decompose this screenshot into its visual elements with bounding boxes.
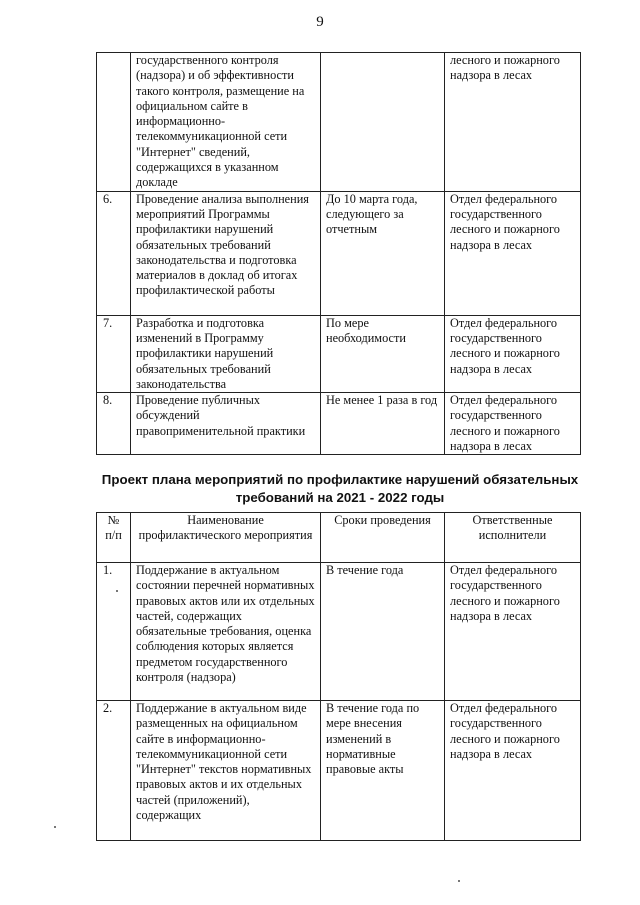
- measure-term: По мере необходимости: [321, 315, 445, 392]
- table-row: [97, 393, 581, 455]
- measure-name: Разработка и подготовка изменений в Программу профилактики нарушений обязательных требований законодательства: [131, 315, 321, 392]
- table-row: [97, 563, 581, 701]
- measure-name: государственного контроля (надзора) и об эффективности такого контроля, размещение на официальном сайте в информационно-телекоммуникационной сети "Интернет" сведений, содержащихся в указанном докладе: [131, 53, 321, 192]
- page-number: 9: [316, 14, 324, 30]
- measure-term: [321, 53, 445, 192]
- measure-name: Проведение публичных обсуждений правоприменительной практики: [131, 393, 321, 455]
- measure-term: В течение года: [321, 563, 445, 701]
- measures-table-continued: [96, 52, 581, 455]
- header-term: Сроки проведения: [321, 513, 445, 563]
- table-header-row: [97, 513, 581, 563]
- measure-responsible: лесного и пожарного надзора в лесах: [445, 53, 581, 192]
- measure-responsible: Отдел федерального государственного лесного и пожарного надзора в лесах: [445, 563, 581, 701]
- row-number: 7.: [97, 315, 131, 392]
- table-row: [97, 315, 581, 392]
- header-responsible: Ответственные исполнители: [445, 513, 581, 563]
- scan-speck: [458, 880, 460, 882]
- row-number: 6.: [97, 191, 131, 315]
- measure-responsible: Отдел федерального государственного лесного и пожарного надзора в лесах: [445, 315, 581, 392]
- measure-responsible: Отдел федерального государственного лесного и пожарного надзора в лесах: [445, 393, 581, 455]
- section-heading: Проект плана мероприятий по профилактике нарушений обязательных требований на 2021 - 2022 годы: [101, 472, 579, 505]
- measure-responsible: Отдел федерального государственного лесного и пожарного надзора в лесах: [445, 701, 581, 841]
- measure-name: Поддержание в актуальном виде размещенных на официальном сайте в информационно-телекоммуникационной сети "Интернет" текстов нормативных правовых актов и их отдельных частей (приложений), содержащих: [131, 701, 321, 841]
- measure-name: Поддержание в актуальном состоянии перечней нормативных правовых актов или их отдельных частей, содержащих обязательные требования, оценка соблюдения которых является предметом государственного контроля (надзора): [131, 563, 321, 701]
- table-row: [97, 191, 581, 315]
- header-name: Наименование профилактического мероприятия: [131, 513, 321, 563]
- row-number: 2.: [97, 701, 131, 841]
- row-number: 1.: [97, 563, 131, 701]
- measure-name: Проведение анализа выполнения мероприятий Программы профилактики нарушений обязательных требований законодательства и подготовка материалов в доклад об итогах профилактической работы: [131, 191, 321, 315]
- header-number: № п/п: [97, 513, 131, 563]
- table-row: [97, 701, 581, 841]
- measure-term: В течение года по мере внесения изменений в нормативные правовые акты: [321, 701, 445, 841]
- scan-speck: [54, 826, 56, 828]
- scan-speck: [116, 590, 118, 592]
- measure-responsible: Отдел федерального государственного лесного и пожарного надзора в лесах: [445, 191, 581, 315]
- measure-term: До 10 марта года, следующего за отчетным: [321, 191, 445, 315]
- measure-term: Не менее 1 раза в год: [321, 393, 445, 455]
- plan-table: [96, 512, 581, 841]
- row-number: [97, 53, 131, 192]
- table-row: [97, 53, 581, 192]
- row-number: 8.: [97, 393, 131, 455]
